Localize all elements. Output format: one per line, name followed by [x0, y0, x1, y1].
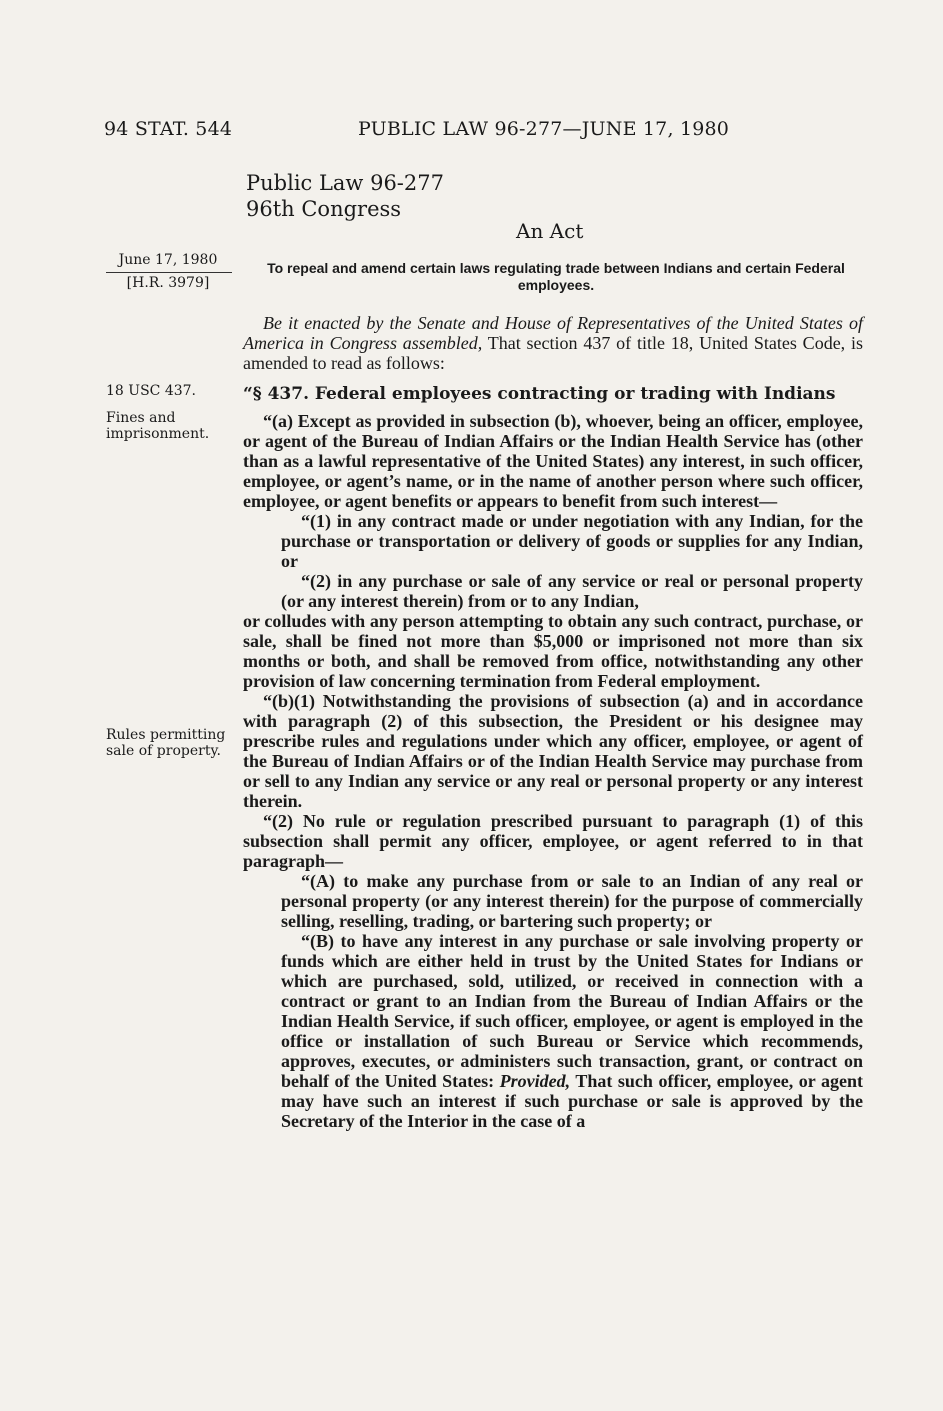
- paragraph-b2B: [243, 931, 863, 1131]
- page-number: 94 STAT. 544: [104, 118, 233, 140]
- statute-body: [243, 411, 863, 1131]
- margin-note-fines: Fines and imprisonment.: [106, 410, 210, 442]
- subsection-b2: “(2) No rule or regulation prescribed pursuant to paragraph (1) of this subsection shall permit any officer, employee, or agent referred to in that paragraph—: [243, 811, 863, 871]
- act-label: An Act: [516, 219, 584, 243]
- paragraph-a1: “(1) in any contract made or under negotiation with any Indian, for the purchase or transportation or delivery of goods or supplies for any Indian, or: [281, 511, 863, 571]
- congress: 96th Congress: [246, 197, 402, 221]
- b2B-post: That such officer, employee, or agent may have such an interest if such purchase or sale is approved by the Secretary of the Interior in the case of a: [281, 1071, 863, 1131]
- subsection-a: “(a) Except as provided in subsection (b), whoever, being an officer, employee, or agent of the Bureau of Indian Affairs or the Indian Health Service has (other than as a lawful representative of the United States) any interest, in such officer, employee, or agent’s name, or in the name of another person where such officer, employee, or agent benefits or appears to benefit from such interest—: [243, 411, 863, 511]
- subsection-a-tail: or colludes with any person attempting to obtain any such contract, purchase, or sale, shall be fined not more than $5,000 or imprisoned not more than six months or both, and shall be removed from office, notwithstanding any other provision of law concerning termination from Federal employment.: [243, 611, 863, 691]
- margin-bill-number: [H.R. 3979]: [126, 275, 210, 291]
- paragraph-a2: “(2) in any purchase or sale of any service or real or personal property (or any interest therein) from or to any Indian,: [281, 571, 863, 611]
- margin-date: June 17, 1980: [118, 252, 218, 268]
- margin-usc-reference: 18 USC 437.: [106, 383, 196, 399]
- act-purpose: To repeal and amend certain laws regulating trade between Indians and certain Federal employees.: [267, 260, 845, 293]
- b2B-pre: “(B) to have any interest in any purchase or sale involving property or funds which are either held in trust by the United States for Indians or which are purchased, sold, utilized, or received in connection with a contract or grant to an Indian from the Bureau of Indian Affairs or the Indian Health Service, if such officer, employee, or agent is employed in the office or installation of such Bureau or Service which recommends, approves, executes, or administers such transaction, grant, or contract on behalf of the United States:: [281, 931, 863, 1091]
- law-number: Public Law 96-277: [246, 171, 444, 195]
- enacting-clause: [243, 313, 863, 373]
- b2B-proviso: Provided,: [499, 1071, 571, 1091]
- enacting-italic: Be it enacted by the Senate and House of Representatives of the United States of America in Congress assembled,: [243, 313, 863, 353]
- subsection-b1: “(b)(1) Notwithstanding the provisions of subsection (a) and in accordance with paragraph (2) of this subsection, the President or his designee may prescribe rules and regulations under which any officer, employee, or agent of the Bureau of Indian Affairs or of the Indian Health Service may purchase from or sell to any Indian any service or any real or personal property or any interest therein.: [243, 691, 863, 811]
- enacting-rest: That section 437 of title 18, United States Code, is amended to read as follows:: [243, 333, 863, 373]
- margin-note-rules: Rules permitting sale of property.: [106, 727, 226, 759]
- paragraph-b2A: “(A) to make any purchase from or sale to an Indian of any real or personal property (or any interest therein) for the purpose of commercially selling, reselling, trading, or bartering such property; or: [281, 871, 863, 931]
- running-header: PUBLIC LAW 96-277—JUNE 17, 1980: [358, 118, 730, 140]
- section-heading: “§ 437. Federal employees contracting or trading with Indians: [243, 384, 836, 404]
- margin-divider: [106, 272, 232, 273]
- law-title-block: [246, 170, 444, 222]
